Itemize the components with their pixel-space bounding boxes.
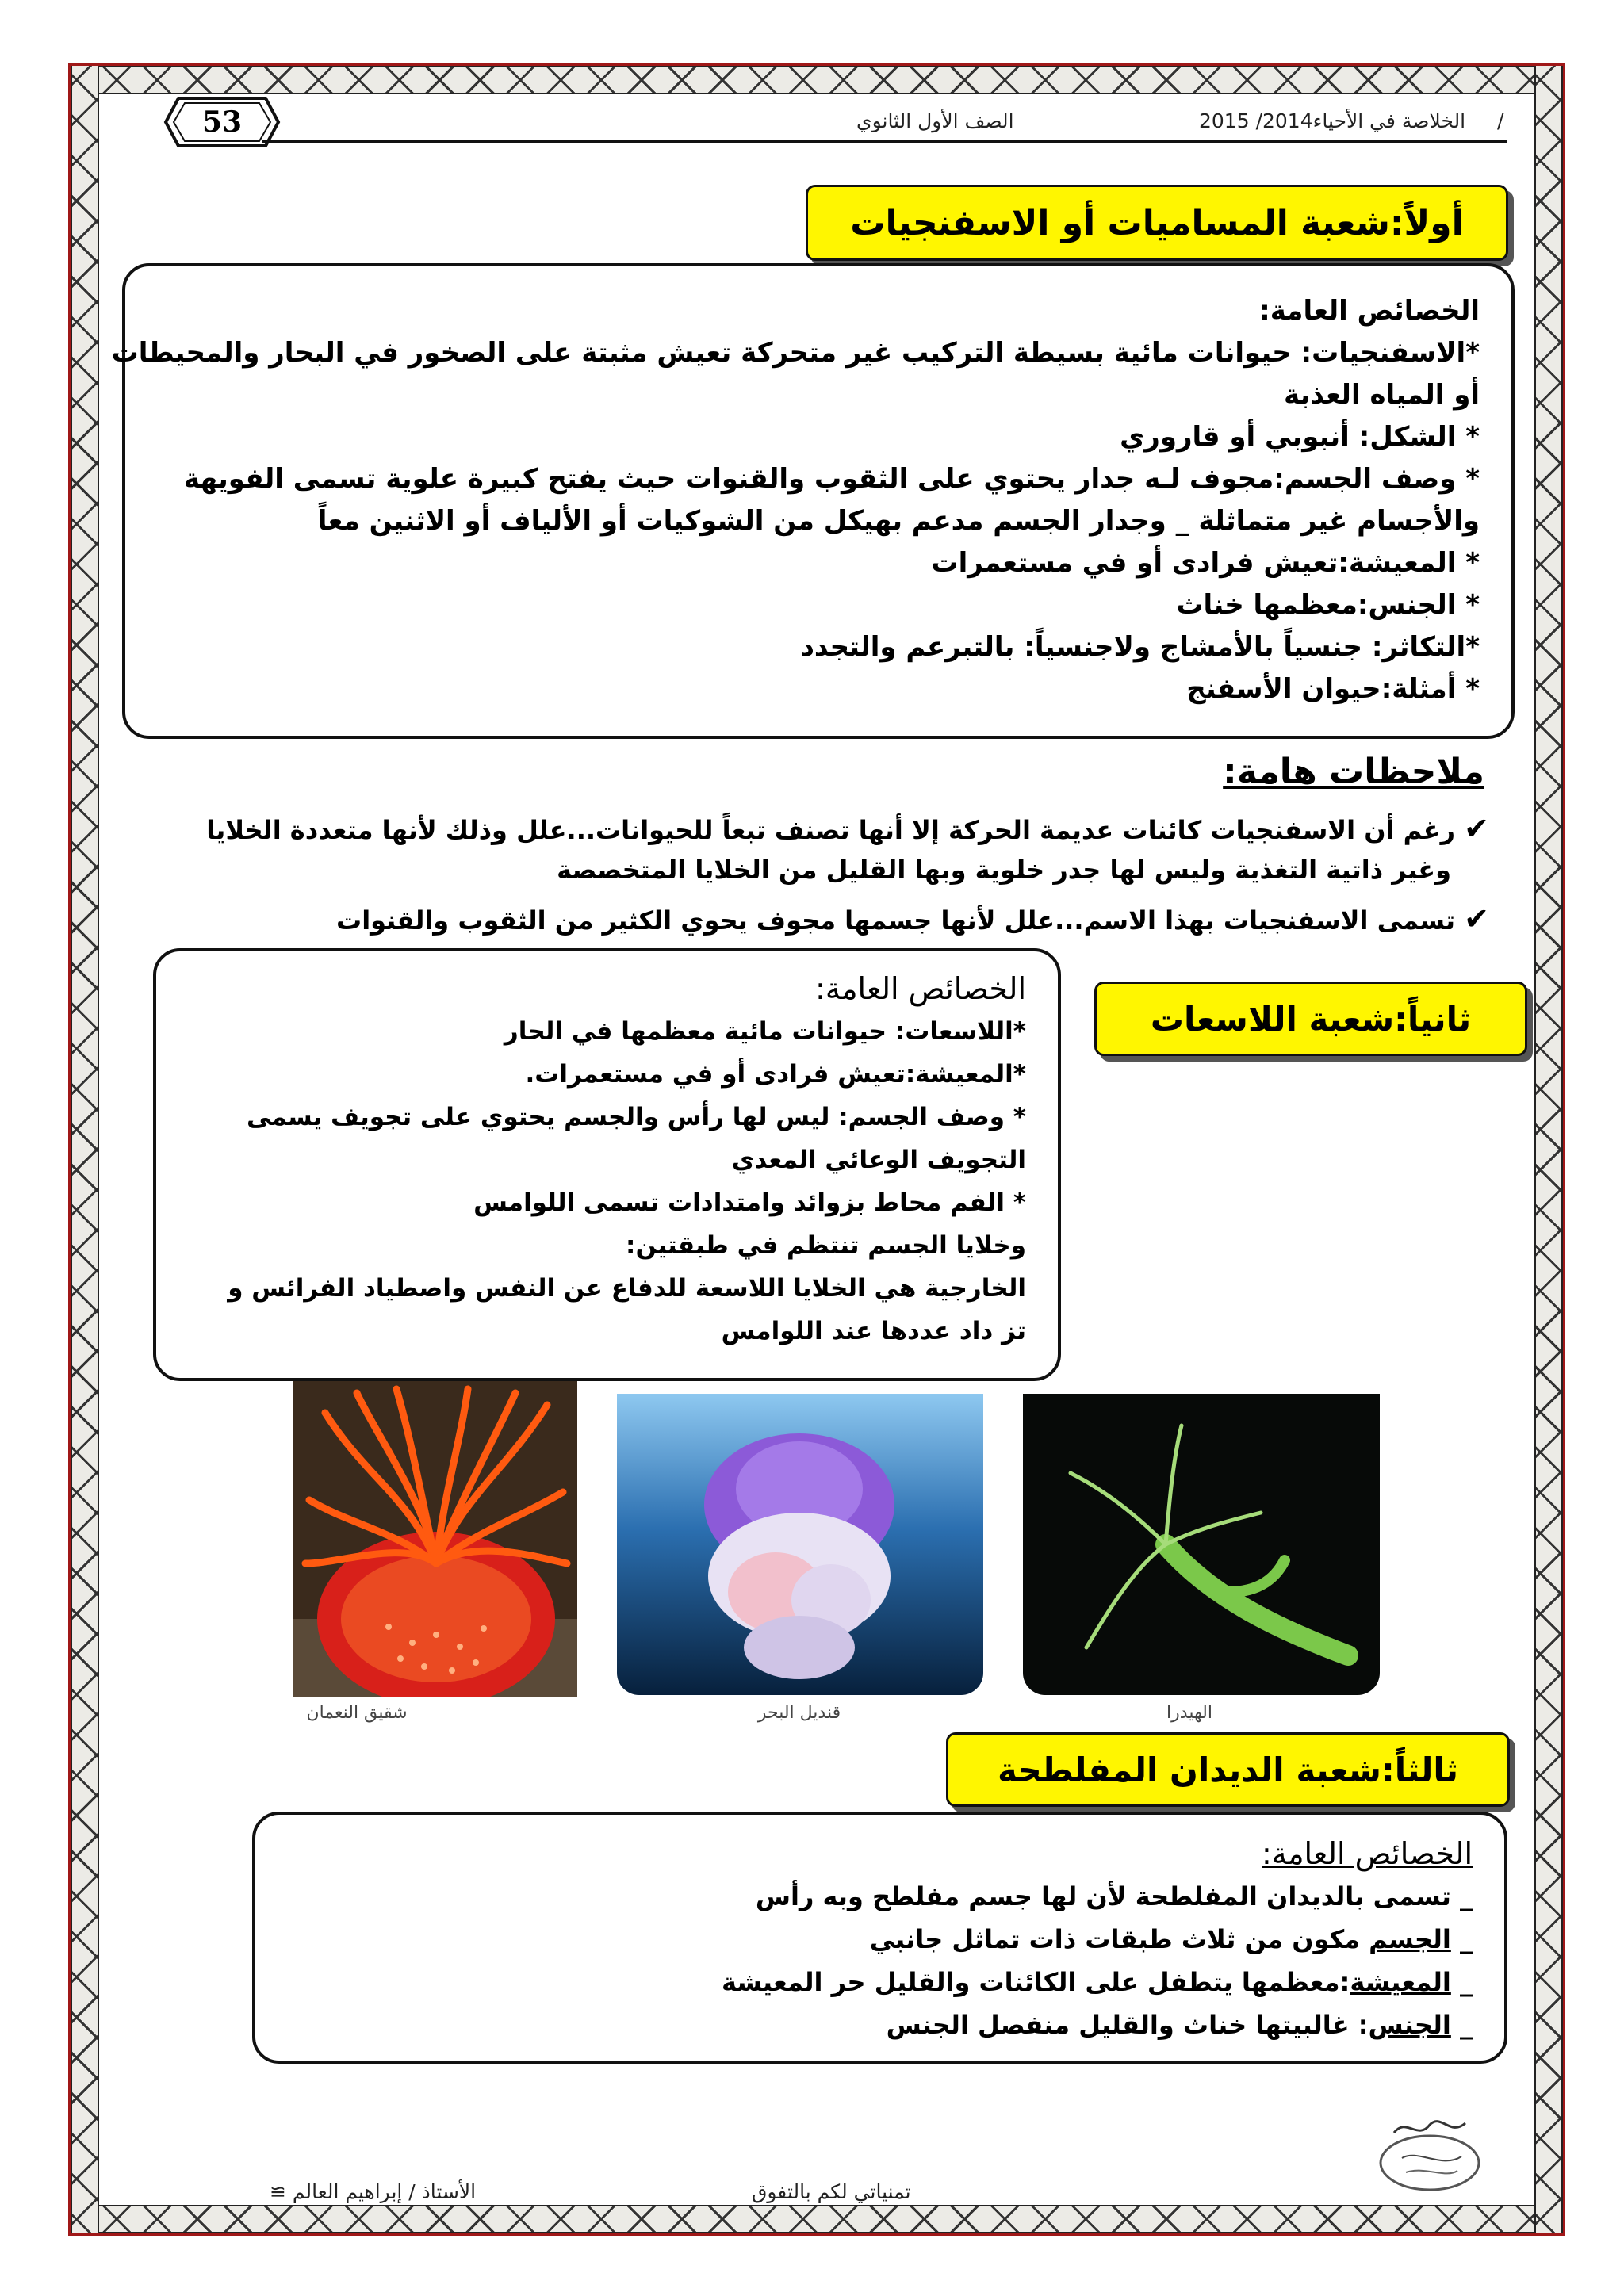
section3-heading: الخصائص العامة:: [1262, 1836, 1473, 1871]
section2-title: ثانياً:شعبة اللاسعات: [1094, 982, 1527, 1056]
hydra-photo: [1023, 1394, 1380, 1695]
section2-line: *المعيشة:تعيش فرادى أو في مستعمرات.: [525, 1060, 1026, 1089]
dash-bullet: _: [1460, 1881, 1473, 1911]
photo-caption: الهيدرا: [1166, 1703, 1212, 1723]
item-text: : غالبيتها خناث والقليل منفصل الجنس: [886, 2010, 1369, 2040]
item-label: الجسم: [1369, 1924, 1451, 1954]
section2-heading: الخصائص العامة:: [815, 971, 1026, 1006]
dash-bullet: _: [1460, 1967, 1473, 1997]
section2-line: وخلايا الجسم تنتظم في طبقتين:: [626, 1231, 1026, 1260]
section2-box: [153, 948, 1061, 1381]
book-title: الخلاصة في الأحياء2014/ 2015: [1199, 109, 1466, 132]
check-icon: ✔: [1464, 901, 1489, 936]
item-text: مكون من ثلاث طبقات ذات تماثل جانبي: [869, 1924, 1369, 1954]
section2-line: الخارجية هي الخلايا اللاسعة للدفاع عن النفس واصطياد الفرائس و: [228, 1274, 1026, 1303]
author-signature-logo: [1370, 2109, 1489, 2196]
notes-title: ملاحظات هامة:: [1223, 752, 1484, 792]
note-text: تسمى الاسفنجيات بهذا الاسم...علل لأنها جسمها مجوف يحوي الكثير من الثقوب والقنوات: [336, 905, 1456, 936]
section1-line: * أمثلة:حيوان الأسفنج: [1186, 673, 1480, 705]
grade-label: الصف الأول الثانوي: [856, 109, 1014, 132]
photo-caption: شقيق النعمان: [306, 1703, 408, 1723]
decorative-border-bottom: [71, 2205, 1563, 2233]
section1-box: [111, 263, 1515, 739]
section2-line: * الفم محاط بزوائد وامتدادات تسمى اللوامس: [473, 1188, 1026, 1217]
sea-anemone-photo: [293, 1381, 577, 1697]
section2-line: التجويف الوعائي المعدي: [731, 1146, 1026, 1174]
page-number: 53: [201, 105, 243, 139]
jellyfish-photo: [617, 1394, 983, 1695]
photo-caption: قنديل البحر: [757, 1703, 841, 1723]
section1-title: أولاً:شعبة المساميات أو الاسفنجيات: [806, 185, 1508, 261]
section1-line: * المعيشة:تعيش فرادى أو في مستعمرات: [931, 547, 1480, 579]
item-label: المعيشة: [1350, 1967, 1451, 1997]
dash-bullet: _: [1460, 1924, 1473, 1954]
section1-line: والأجسام غير متماثلة _ وجدار الجسم مدعم بهيكل من الشوكيات أو الألياف أو الاثنين معاً: [317, 505, 1480, 537]
item-text: :معظمها يتطفل على الكائنات والقليل حر المعيشة: [721, 1967, 1350, 1997]
decorative-border-right: [1534, 66, 1563, 2233]
section1-line: أو المياه العذبة: [1283, 379, 1480, 411]
dash-bullet: _: [1460, 2010, 1473, 2040]
section2-line: * وصف الجسم: ليس لها رأس والجسم يحتوي على تجويف يسمى: [247, 1103, 1026, 1131]
section1-heading: الخصائص العامة:: [1259, 295, 1480, 327]
item-text: تسمى بالديدان المفلطحة لأن لها جسم مفلطح وبه رأس: [755, 1881, 1451, 1911]
note-item: [109, 899, 1489, 940]
section1-line: * وصف الجسم:مجوف لـه جدار يحتوي على الثقوب والقنوات حيث يفتح كبيرة علوية تسمى الفويهة: [183, 463, 1480, 495]
section3-item: [283, 1875, 1473, 1918]
section3-item: [283, 1961, 1473, 2003]
section1-line: * الجنس:معظمها خناث: [1176, 589, 1480, 621]
decorative-border-left: [71, 66, 99, 2233]
item-label: الجنس: [1368, 2010, 1451, 2040]
footer-wish: تمنياتي لكم بالتفوق: [752, 2180, 911, 2203]
note-text: رغم أن الاسفنجيات كائنات عديمة الحركة إلا أنها تصنف تبعاً للحيوانات...علل وذلك لأنها متعددة الخلايا: [206, 815, 1456, 845]
decorative-border-top: [71, 66, 1563, 94]
section2-line: *اللاسعات: حيوانات مائية معظمها في الحار: [504, 1017, 1026, 1046]
teacher-name: الأستاذ / إبراهيم العالم ≅: [270, 2180, 477, 2203]
header-slash: /: [1497, 109, 1504, 132]
section3-item: [283, 2003, 1473, 2046]
note-text-continued: وغير ذاتية التغذية وليس لها جدر خلوية وبها القليل من الخلايا المتخصصة: [557, 855, 1451, 885]
section3-title: ثالثاً:شعبة الديدان المفلطحة: [946, 1732, 1510, 1807]
section1-line: *الاسفنجيات: حيوانات مائية بسيطة التركيب غير متحركة تعيش مثبتة على الصخور في البحار والمحيطات: [111, 337, 1480, 369]
check-icon: ✔: [1464, 811, 1489, 846]
section1-line: * الشكل: أنبوبي أو قاروري: [1120, 421, 1480, 453]
section3-box: [252, 1812, 1507, 2064]
header-rule: [262, 140, 1507, 143]
section3-item: [283, 1918, 1473, 1961]
note-item: [109, 809, 1489, 850]
section1-line: *التكاثر: جنسياً بالأمشاج ولاجنسياً: بالتبرعم والتجدد: [800, 631, 1480, 663]
section2-line: تز داد عددها عند اللوامس: [721, 1317, 1026, 1345]
